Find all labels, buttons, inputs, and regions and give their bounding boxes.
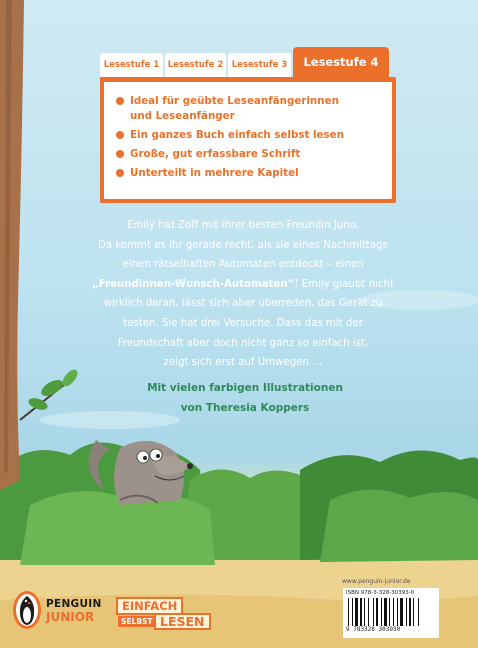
penguin-logo-icon	[12, 590, 42, 630]
blurb-line	[70, 275, 416, 295]
tab-lesestufe-2: Lesestufe 2	[165, 53, 226, 77]
isbn-label: ISBN 978-3-328-30393-0	[346, 590, 415, 596]
tab-lesestufe-3: Lesestufe 3	[228, 53, 291, 77]
feature-item	[116, 128, 384, 143]
blurb-line: Da kommt es ihr gerade recht, als sie eines Nachmittags	[98, 239, 388, 251]
character-nose	[187, 463, 193, 469]
barcode-icon	[346, 598, 436, 626]
book-blurb	[70, 216, 416, 373]
tree-trunk	[0, 0, 24, 490]
tab-lesestufe-4-active: Lesestufe 4	[293, 47, 389, 77]
barcode-panel	[343, 588, 439, 638]
blurb-line: zeigt sich erst auf Umwegen …	[163, 357, 323, 369]
character-eye	[137, 451, 149, 463]
character-pupil	[143, 456, 147, 460]
blurb-line: einen rätselhaften Automaten entdeckt – einen	[122, 259, 364, 271]
bullet-dot-icon	[116, 97, 124, 105]
automat-title: „Freundinnen-Wunsch-Automaten“	[92, 278, 295, 290]
feature-line: Ideal für geübte Leseanfängerinnen	[130, 95, 339, 107]
bullet-dot-icon	[116, 169, 124, 177]
reading-level-tabs	[100, 47, 396, 77]
credit-line: Mit vielen farbigen Illustrationen	[147, 382, 343, 394]
credit-line: von Theresia Koppers	[180, 402, 310, 414]
bullet-dot-icon	[116, 150, 124, 158]
illustrator-credit	[90, 378, 400, 418]
publisher-brand	[46, 598, 102, 624]
feature-text: Ein ganzes Buch einfach selbst lesen	[130, 129, 344, 141]
blurb-line: wirklich daran, lässt sich aber überreden, das Gerät zu	[103, 298, 383, 310]
series-word-einfach: EINFACH	[116, 597, 183, 615]
character-pupil	[156, 454, 160, 458]
feature-box	[100, 77, 396, 203]
feature-text	[130, 94, 339, 124]
brand-penguin: PENGUIN	[46, 598, 102, 610]
series-word-lesen: LESEN	[154, 613, 211, 630]
blurb-line: testen. Sie hat drei Versuche. Dass das mit der	[123, 317, 363, 329]
blurb-line: Freundschaft aber doch nicht ganz so einfach ist,	[117, 337, 369, 349]
barcode-number: 9 783328 303930	[346, 626, 401, 633]
publisher-url: www.penguin-junior.de	[342, 578, 411, 585]
bush-front	[20, 491, 215, 565]
brand-junior: JUNIOR	[46, 610, 95, 624]
feature-line: und Leseanfänger	[130, 110, 235, 122]
feature-item	[116, 147, 384, 162]
tab-lesestufe-1: Lesestufe 1	[100, 53, 163, 77]
feature-item	[116, 94, 384, 124]
bullet-dot-icon	[116, 131, 124, 139]
blurb-line: Emily hat Zoff mit ihrer besten Freundin Juno.	[126, 220, 360, 231]
bush-front-right	[320, 489, 478, 562]
series-word-selbst: SELBST	[118, 616, 156, 627]
character-eye	[150, 449, 162, 461]
feature-text: Große, gut erfassbare Schrift	[130, 148, 301, 160]
feature-text: Unterteilt in mehrere Kapitel	[130, 167, 299, 179]
feature-item	[116, 166, 384, 181]
blurb-text: ! Emily glaubt nicht	[294, 278, 394, 290]
